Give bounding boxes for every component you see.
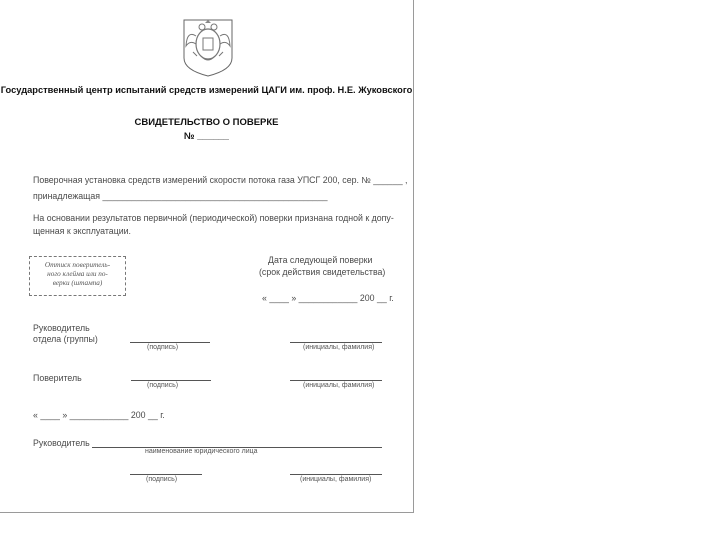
- director-name-caption: (инициалы, фамилия): [300, 476, 372, 483]
- coat-of-arms-emblem: [181, 18, 235, 78]
- director-label: Руководитель: [33, 438, 90, 448]
- next-check-validity: (срок действия свидетельства): [259, 267, 386, 277]
- verifier-signature-line: [131, 380, 211, 381]
- director-name-line: [290, 474, 382, 475]
- head-of-dept-label: Руководитель: [33, 323, 90, 333]
- stamp-line-1: Оттиск поверитель-: [44, 261, 111, 269]
- director-org-caption: наименование юридического лица: [145, 448, 258, 455]
- head-name-caption: (инициалы, фамилия): [303, 344, 375, 351]
- director-signature-caption: (подпись): [146, 476, 178, 483]
- head-signature-caption: (подпись): [147, 344, 179, 351]
- head-name-line: [290, 342, 382, 343]
- result-line-2: щенная к эксплуатации.: [33, 226, 132, 236]
- intro-line-2: принадлежащая ______________________________________________: [33, 191, 328, 201]
- verifier-signature-caption: (подпись): [147, 382, 179, 389]
- result-line-1: На основании результатов первичной (периодической) поверки признана годной к допу-: [33, 213, 394, 223]
- next-check-date: « ____ » ____________ 200 __ г.: [262, 293, 394, 303]
- organization-name: Государственный центр испытаний средств измерений ЦАГИ им. проф. Н.Е. Жуковского: [0, 85, 413, 95]
- director-signature-line: [130, 474, 202, 475]
- stamp-line-3: верки (штампа): [52, 279, 103, 287]
- certificate-number: № ______: [184, 131, 229, 142]
- verifier-name-caption: (инициалы, фамилия): [303, 382, 375, 389]
- document-title: СВИДЕТЕЛЬСТВО О ПОВЕРКЕ: [134, 117, 279, 128]
- verifier-label: Поверитель: [33, 373, 82, 383]
- stamp-placeholder: [29, 256, 126, 296]
- head-of-dept-label-2: отдела (группы): [33, 334, 98, 344]
- next-check-label: Дата следующей поверки: [268, 255, 373, 265]
- stamp-line-2: ного клейма или по-: [47, 270, 108, 278]
- issue-date: « ____ » ____________ 200 __ г.: [33, 410, 165, 420]
- verifier-name-line: [290, 380, 382, 381]
- head-signature-line: [130, 342, 210, 343]
- intro-line-1: Поверочная установка средств измерений скорости потока газа УПСГ 200, сер. № ______ ,: [33, 175, 408, 185]
